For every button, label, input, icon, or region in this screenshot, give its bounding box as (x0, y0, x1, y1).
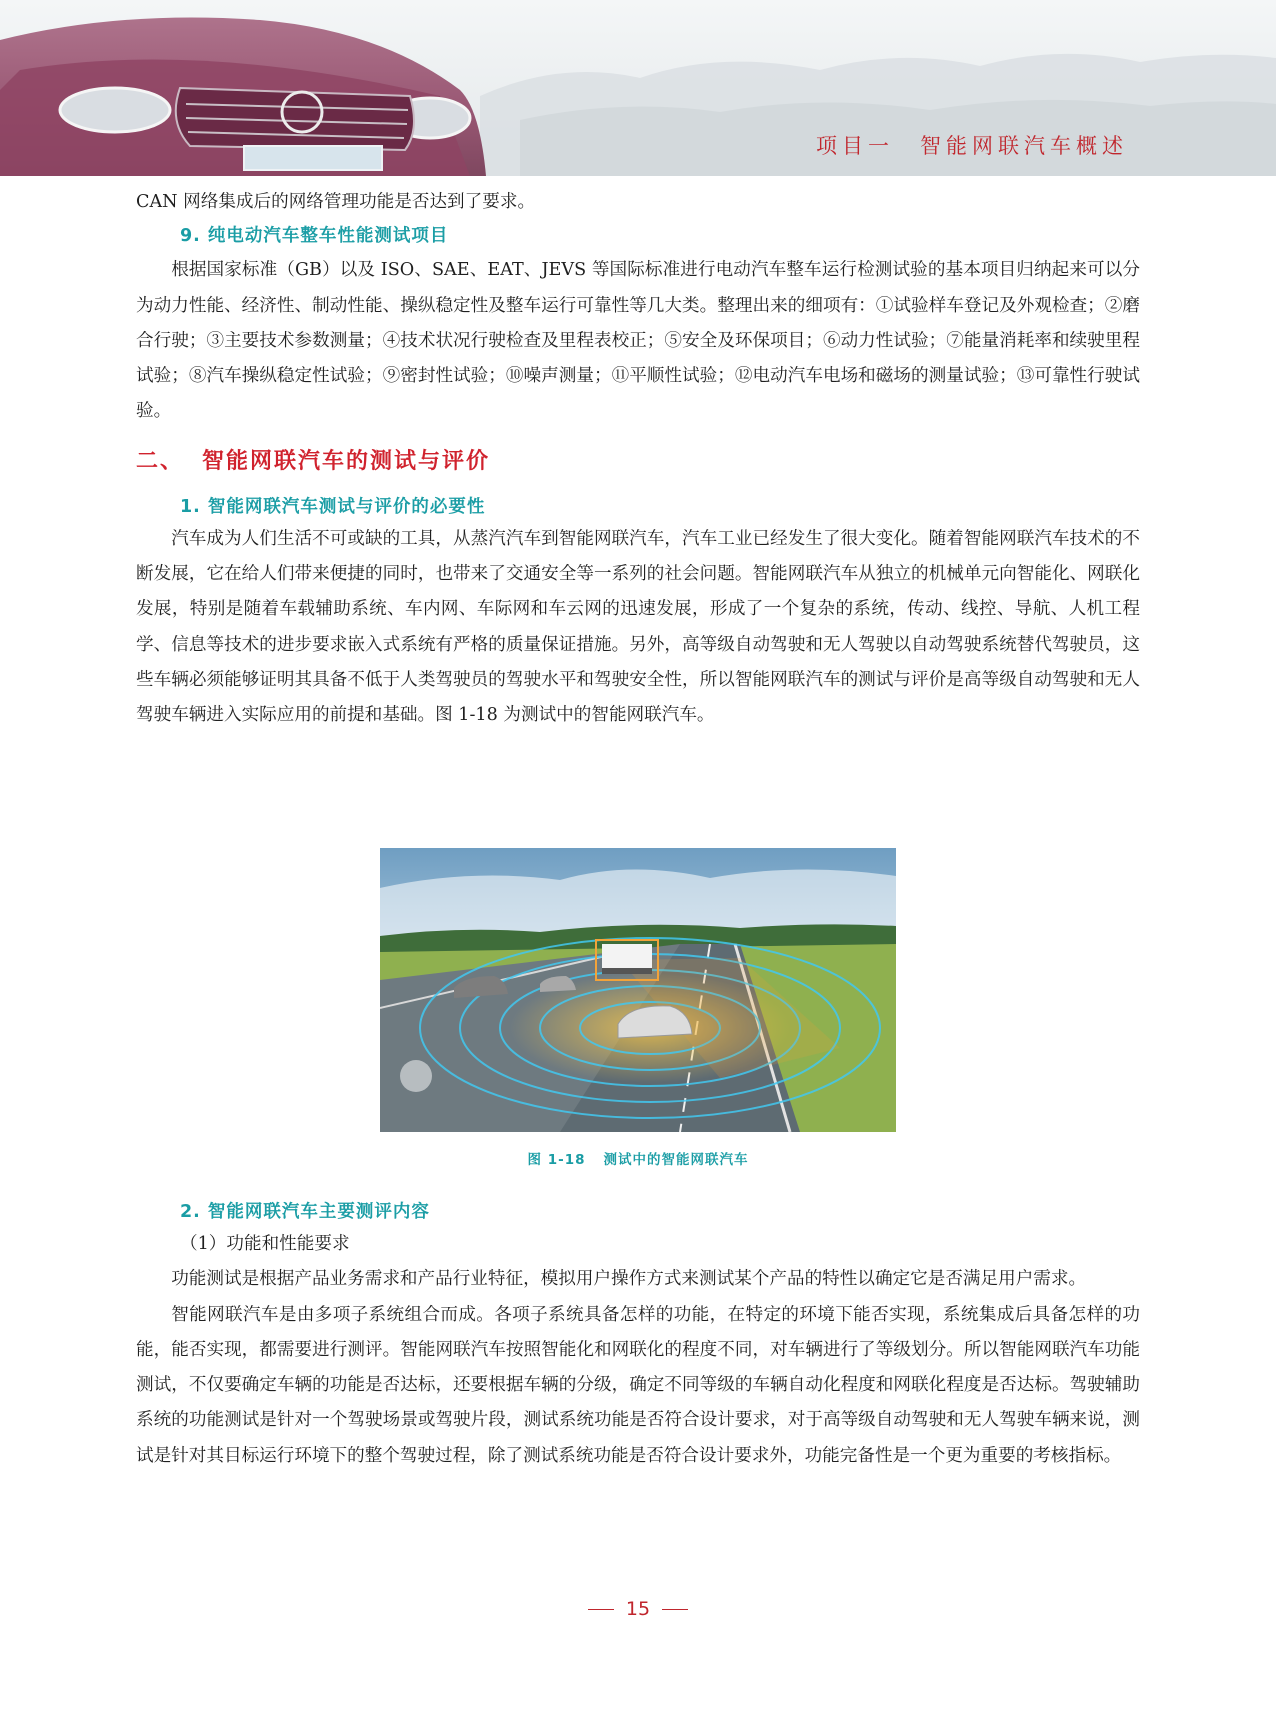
figure-image-autonomous-test (380, 848, 896, 1132)
page-number: 15 (625, 1598, 651, 1620)
item-1-title: （1）功能和性能要求 (180, 1234, 350, 1254)
figure-caption-text: 测试中的智能网联汽车 (603, 1152, 749, 1168)
section-number: 二、 (136, 448, 185, 474)
continued-line: CAN 网络集成后的网络管理功能是否达到了要求。 (136, 192, 536, 212)
chapter-title: 项目一 智能网联汽车概述 (816, 134, 1128, 158)
page-content-lower (136, 1198, 1140, 1474)
sub2-paragraph-1: 功能测试是根据产品业务需求和产品行业特征，模拟用户操作方式来测试某个产品的特性以确定它是否满足用户需求。 (171, 1269, 1087, 1290)
sub1-paragraph: 汽车成为人们生活不可或缺的工具，从蒸汽汽车到智能网联汽车，汽车工业已经发生了很大变化。随着智能网联汽车技术的不断发展，它在给人们带来便捷的同时，也带来了交通安全等一系列的社会问题。智能网联汽车从独立的机械单元向智能化、网联化发展，特别是随着车载辅助系统、车内网、车际网和车云网的迅速发展，形成了一个复杂的系统，传动、线控、导航、人机工程学、信息等技术的进步要求嵌入式系统有严格的质量保证措施。另外，高等级自动驾驶和无人驾驶以自动驾驶系统替代驾驶员，这些车辆必须能够证明其具备不低于人类驾驶员的驾驶水平和驾驶安全性，所以智能网联汽车的测试与评价是高等级自动驾驶和无人驾驶车辆进入实际应用的前提和基础。图 1-18 为测试中的智能网联汽车。 (136, 528, 1140, 726)
footer-dash-left (588, 1609, 614, 1610)
section-title: 智能网联汽车的测试与评价 (202, 448, 491, 474)
page-header (0, 0, 1276, 176)
figure-label: 图 1-18 (527, 1152, 586, 1168)
section-heading-two (136, 444, 1140, 475)
page-footer (0, 1598, 1276, 1620)
sub2-paragraph-2: 智能网联汽车是由多项子系统组合而成。各项子系统具备怎样的功能，在特定的环境下能否实现，系统集成后具备怎样的功能，能否实现，都需要进行测评。智能网联汽车按照智能化和网联化的程度不同，对车辆进行了等级划分。所以智能网联汽车功能测试，不仅要确定车辆的功能是否达标，还要根据车辆的分级，确定不同等级的车辆自动化程度和网联化程度是否达标。驾驶辅助系统的功能测试是针对一个驾驶场景或驾驶片段，测试系统功能是否符合设计要求，对于高等级自动驾驶和无人驾驶车辆来说，测试是针对其目标运行环境下的整个驾驶过程，除了测试系统功能是否符合设计要求外，功能完备性是一个更为重要的考核指标。 (136, 1304, 1140, 1466)
section9-paragraph: 根据国家标准（GB）以及 ISO、SAE、EAT、JEVS 等国际标准进行电动汽车整车运行检测试验的基本项目归纳起来可以分为动力性能、经济性、制动性能、操纵稳定性及整车运行可靠性等几大类。整理出来的细项有：①试验样车登记及外观检查；②磨合行驶；③主要技术参数测量；④技术状况行驶检查及里程表校正；⑤安全及环保项目；⑥动力性试验；⑦能量消耗率和续驶里程试验；⑧汽车操纵稳定性试验；⑨密封性试验；⑩噪声测量；⑪平顺性试验；⑫电动汽车电场和磁场的测量试验；⑬可靠性行驶试验。 (136, 260, 1140, 422)
page-content (136, 185, 1140, 734)
subheading-9: 9. 纯电动汽车整车性能测试项目 (180, 226, 449, 247)
subheading-1: 1. 智能网联汽车测试与评价的必要性 (180, 496, 486, 517)
subheading-2: 2. 智能网联汽车主要测评内容 (180, 1202, 430, 1222)
figure-caption (380, 1148, 896, 1168)
footer-dash-right (662, 1609, 688, 1610)
